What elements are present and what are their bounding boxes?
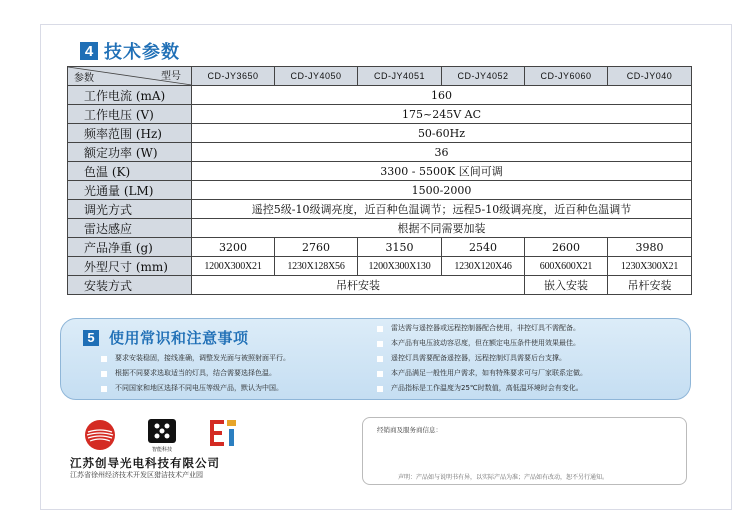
install-cell: 嵌入安装 bbox=[525, 276, 608, 295]
weight-cell: 2600 bbox=[525, 238, 608, 257]
notice-header bbox=[83, 327, 249, 348]
company-address: 江苏省徐州经济技术开发区猎洁技术产业园 bbox=[70, 471, 203, 479]
notice-title: 使用常识和注意事项 bbox=[109, 329, 249, 347]
smart-tech-logo-icon bbox=[148, 419, 176, 443]
row-value: 3300 - 5500K 区间可调 bbox=[192, 162, 692, 181]
table-row bbox=[68, 181, 692, 200]
notice-list-left bbox=[101, 351, 290, 396]
list-item-text: 本产品满足一般性用户需求，如有特殊要求可与厂家联系定做。 bbox=[391, 369, 587, 377]
table-row bbox=[68, 143, 692, 162]
ei-logo-icon bbox=[208, 418, 238, 448]
table-row bbox=[68, 105, 692, 124]
model-header: CD-JY4052 bbox=[442, 67, 525, 86]
row-value: 36 bbox=[192, 143, 692, 162]
weight-cell: 2540 bbox=[442, 238, 525, 257]
size-cell: 1230X128X56 bbox=[275, 257, 358, 276]
list-item bbox=[101, 381, 290, 396]
row-label: 光通量 (LM) bbox=[68, 181, 192, 200]
section-4-header bbox=[80, 38, 180, 64]
bullet-square-icon bbox=[101, 356, 107, 362]
weight-cell: 2760 bbox=[275, 238, 358, 257]
weight-cell: 3980 bbox=[608, 238, 692, 257]
smart-tech-logo bbox=[148, 419, 176, 454]
bullet-square-icon bbox=[377, 341, 383, 347]
list-item bbox=[377, 381, 587, 396]
table-corner-cell bbox=[68, 67, 192, 86]
section-4-title: 技术参数 bbox=[104, 42, 180, 63]
row-label: 色温 (K) bbox=[68, 162, 192, 181]
company-logo-icon bbox=[84, 419, 116, 451]
table-row bbox=[68, 219, 692, 238]
table-row bbox=[68, 86, 692, 105]
size-cell: 1230X120X46 bbox=[442, 257, 525, 276]
list-item bbox=[377, 366, 587, 381]
list-item-text: 遥控灯具需要配备遥控器，远程控制灯具需要后台支撑。 bbox=[391, 354, 566, 362]
row-label: 工作电流 (mA) bbox=[68, 86, 192, 105]
notice-panel bbox=[60, 318, 691, 400]
list-item bbox=[101, 366, 290, 381]
row-label: 雷达感应 bbox=[68, 219, 192, 238]
bullet-square-icon bbox=[101, 371, 107, 377]
list-item bbox=[377, 336, 587, 351]
table-row bbox=[68, 238, 692, 257]
weight-cell: 3150 bbox=[358, 238, 442, 257]
company-name: 江苏创导光电科技有限公司 bbox=[70, 456, 220, 470]
list-item-text: 雷达需与遥控器或远程控制器配合使用，非控灯具不需配备。 bbox=[391, 324, 580, 332]
size-cell: 600X600X21 bbox=[525, 257, 608, 276]
size-cell: 1230X300X21 bbox=[608, 257, 692, 276]
table-row bbox=[68, 124, 692, 143]
row-label: 产品净重 (g) bbox=[68, 238, 192, 257]
corner-model-label: 型号 bbox=[161, 71, 181, 82]
row-label: 额定功率 (W) bbox=[68, 143, 192, 162]
table-row bbox=[68, 200, 692, 219]
weight-cell: 3200 bbox=[192, 238, 275, 257]
smart-tech-caption: 智能科技 bbox=[151, 447, 172, 453]
row-value: 1500-2000 bbox=[192, 181, 692, 200]
install-cell: 吊杆安装 bbox=[192, 276, 525, 295]
install-cell: 吊杆安装 bbox=[608, 276, 692, 295]
list-item bbox=[377, 351, 587, 366]
section-4-number: 4 bbox=[80, 42, 98, 60]
row-label: 安装方式 bbox=[68, 276, 192, 295]
row-label: 工作电压 (V) bbox=[68, 105, 192, 124]
table-row bbox=[68, 162, 692, 181]
list-item-text: 根据不同要求选取适当的灯具，结合需要选择色温。 bbox=[115, 369, 276, 377]
bullet-square-icon bbox=[101, 386, 107, 392]
row-label: 外型尺寸 (mm) bbox=[68, 257, 192, 276]
model-header: CD-JY4051 bbox=[358, 67, 442, 86]
row-label: 频率范围 (Hz) bbox=[68, 124, 192, 143]
list-item bbox=[377, 321, 587, 336]
row-label: 调光方式 bbox=[68, 200, 192, 219]
model-header: CD-JY6060 bbox=[525, 67, 608, 86]
row-value: 遥控5级-10级调亮度，近百种色温调节；远程5-10级调亮度，近百种色温调节 bbox=[192, 200, 692, 219]
disclaimer-text: 声明：产品如与说明书有异，以实际产品为准；产品如有改动，恕不另行通知。 bbox=[398, 474, 609, 481]
bullet-square-icon bbox=[377, 371, 383, 377]
row-value: 160 bbox=[192, 86, 692, 105]
dealer-info-label: 经销商及服务商信息： bbox=[377, 426, 442, 434]
list-item bbox=[101, 351, 290, 366]
bullet-square-icon bbox=[377, 326, 383, 332]
table-header-row bbox=[68, 67, 692, 86]
model-header: CD-JY4050 bbox=[275, 67, 358, 86]
spec-table bbox=[67, 66, 692, 295]
row-value: 175~245V AC bbox=[192, 105, 692, 124]
table-row bbox=[68, 257, 692, 276]
size-cell: 1200X300X130 bbox=[358, 257, 442, 276]
size-cell: 1200X300X21 bbox=[192, 257, 275, 276]
row-value: 根据不同需要加装 bbox=[192, 219, 692, 238]
notice-list-right bbox=[377, 321, 587, 396]
list-item-text: 产品指标是工作温度为25℃时数值，高低温环境时会有变化。 bbox=[391, 384, 583, 392]
list-item-text: 本产品有电压波动容忍度，但在额定电压条件使用效果最佳。 bbox=[391, 339, 580, 347]
bullet-square-icon bbox=[377, 386, 383, 392]
table-row bbox=[68, 276, 692, 295]
list-item-text: 不同国家和地区选择不同电压等级产品，默认为中国。 bbox=[115, 384, 283, 392]
corner-param-label: 参数 bbox=[74, 73, 94, 84]
bullet-square-icon bbox=[377, 356, 383, 362]
model-header: CD-JY3650 bbox=[192, 67, 275, 86]
section-5-number: 5 bbox=[83, 330, 99, 346]
list-item-text: 要求安装稳固，接线准确，调整发光面与被照射面平行。 bbox=[115, 354, 290, 362]
row-value: 50-60Hz bbox=[192, 124, 692, 143]
model-header: CD-JY040 bbox=[608, 67, 692, 86]
